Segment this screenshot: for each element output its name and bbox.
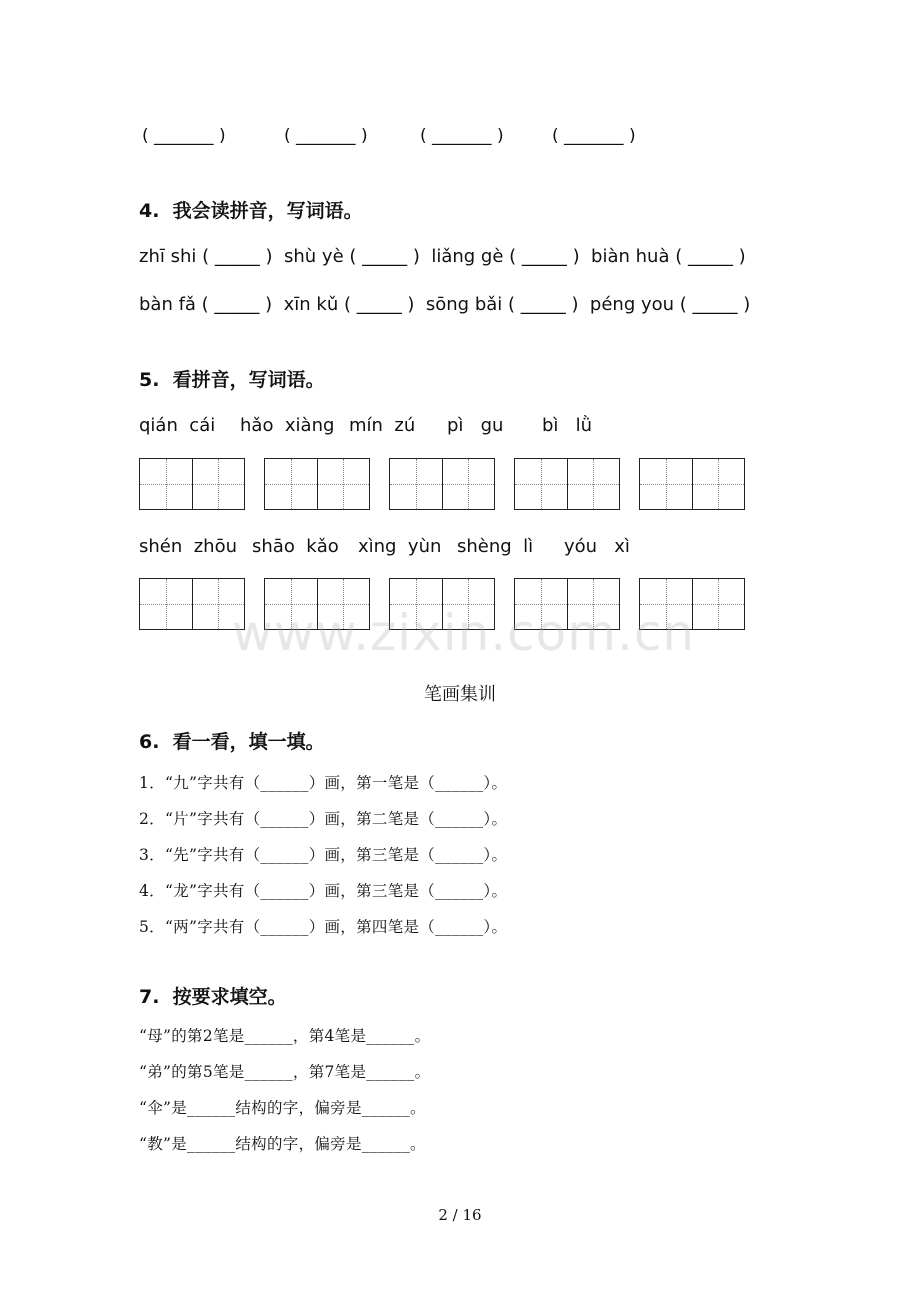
writing-grid[interactable]: [389, 458, 495, 510]
question-6-item: 1．“九”字共有（______）画，第一笔是（______）。: [139, 774, 508, 792]
pinyin-label: shèng lì: [457, 536, 534, 557]
answer-blank-1[interactable]: ( _______ ): [142, 126, 226, 146]
pinyin-label: shén zhōu: [139, 536, 237, 557]
question-6-item: 5．“两”字共有（______）画，第四笔是（______）。: [139, 918, 508, 936]
pinyin-label: xìng yùn: [358, 536, 442, 557]
pinyin-label: hǎo xiàng: [240, 415, 335, 436]
pinyin-label: yóu xì: [564, 536, 630, 557]
question-4-title: 4. 我会读拼音，写词语。: [139, 200, 363, 222]
writing-grid[interactable]: [639, 458, 745, 510]
question-7-item: “教”是______结构的字，偏旁是______。: [139, 1135, 426, 1153]
pinyin-label: qián cái: [139, 415, 216, 436]
question-4-line-1: zhī shi ( _____ ) shù yè ( _____ ) liǎng gè ( _____ ) biàn huà ( _____ ): [139, 246, 746, 267]
question-7-item: “弟”的第5笔是______，第7笔是______。: [139, 1063, 431, 1081]
question-6-item: 4．“龙”字共有（______）画，第三笔是（______）。: [139, 882, 508, 900]
question-6-item: 3．“先”字共有（______）画，第三笔是（______）。: [139, 846, 508, 864]
watermark: www.zixin.com.cn: [232, 604, 696, 662]
answer-blank-3[interactable]: ( _______ ): [420, 126, 504, 146]
pinyin-label: mín zú: [349, 415, 416, 436]
writing-grid[interactable]: [139, 458, 245, 510]
question-4-line-2: bàn fǎ ( _____ ) xīn kǔ ( _____ ) sōng bǎi ( _____ ) péng you ( _____ ): [139, 294, 751, 315]
writing-grid[interactable]: [264, 458, 370, 510]
pinyin-label: shāo kǎo: [252, 536, 339, 557]
writing-grid[interactable]: [139, 578, 245, 630]
question-6-title: 6. 看一看，填一填。: [139, 731, 325, 753]
question-5-title: 5. 看拼音，写词语。: [139, 369, 325, 391]
answer-blank-2[interactable]: ( _______ ): [284, 126, 368, 146]
section-title: 笔画集训: [424, 684, 496, 705]
answer-blank-4[interactable]: ( _______ ): [552, 126, 636, 146]
pinyin-label: bì lǜ: [542, 415, 593, 436]
page-number: 2 / 16: [438, 1206, 482, 1224]
question-6-item: 2．“片”字共有（______）画，第二笔是（______）。: [139, 810, 508, 828]
writing-grid[interactable]: [514, 458, 620, 510]
question-7-title: 7. 按要求填空。: [139, 986, 287, 1008]
question-7-item: “母”的第2笔是______，第4笔是______。: [139, 1027, 431, 1045]
pinyin-label: pì gu: [447, 415, 504, 436]
question-7-item: “伞”是______结构的字，偏旁是______。: [139, 1099, 426, 1117]
